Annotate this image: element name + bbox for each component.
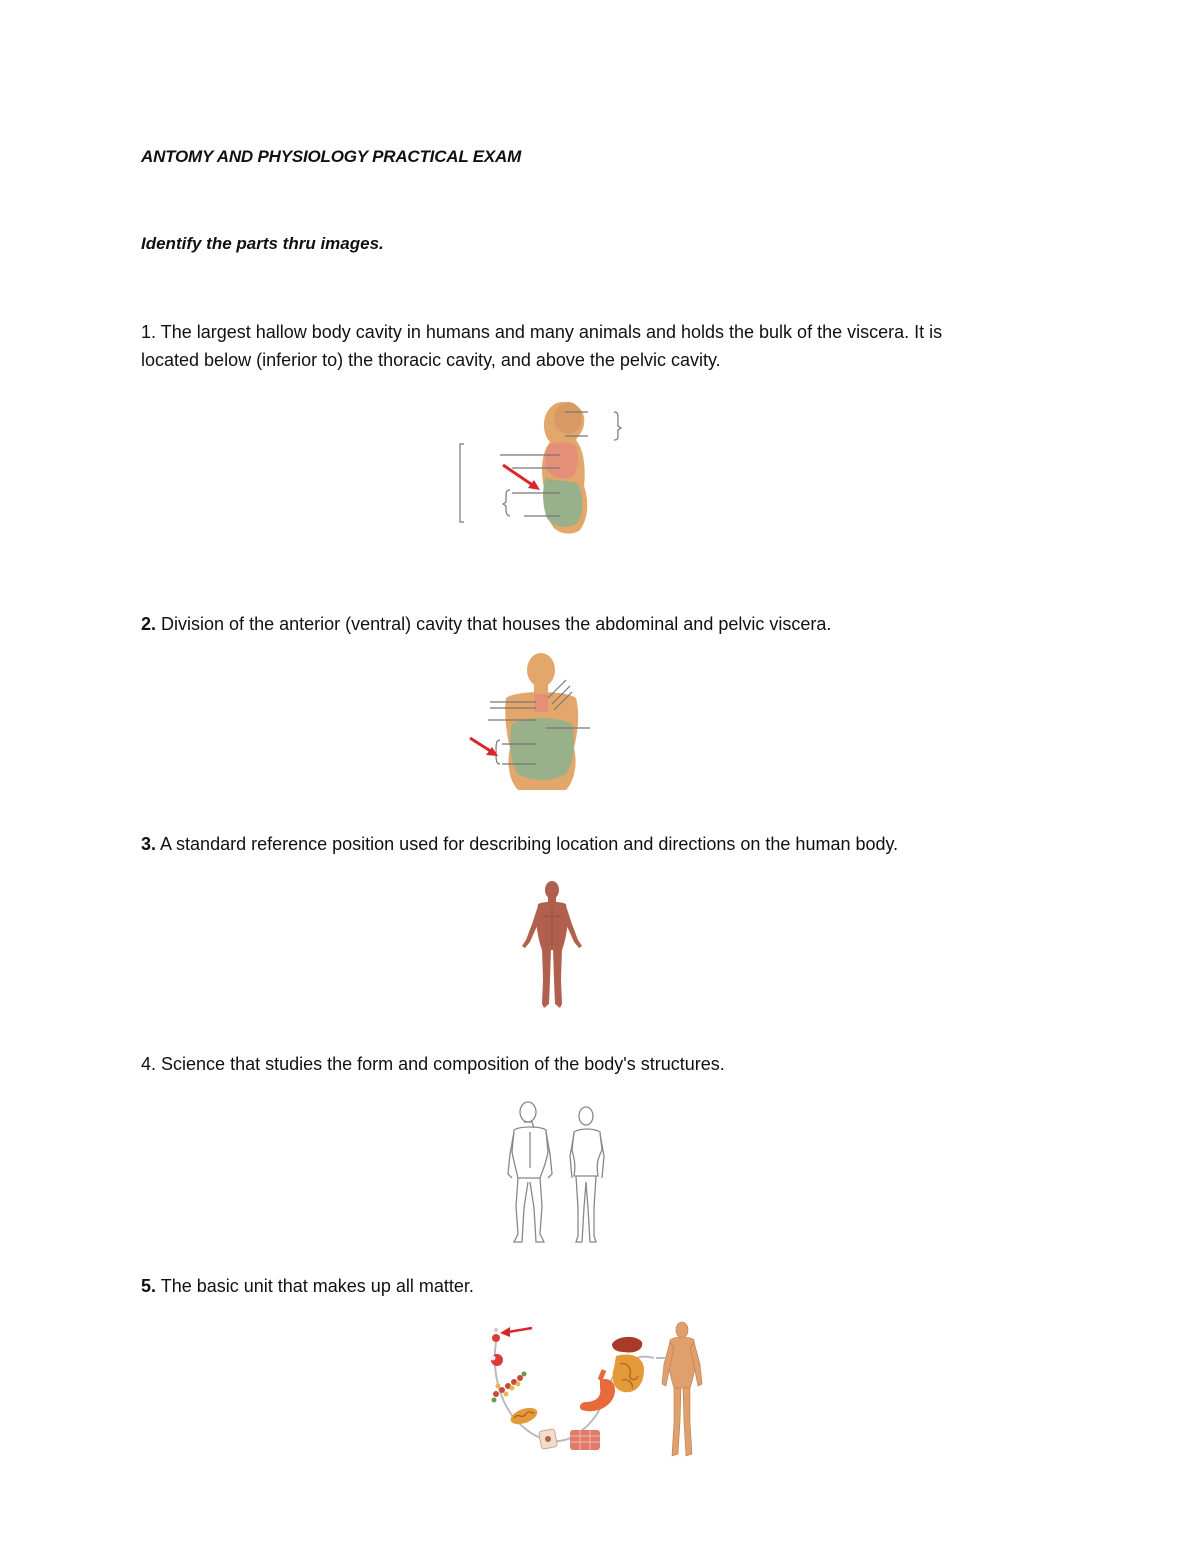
question-2: 2. Division of the anterior (ventral) cavity that houses the abdominal and pelvic viscera. (141, 614, 832, 634)
anatomical-position-figure-image (514, 880, 590, 1012)
body-cavities-side-view-image (450, 398, 630, 538)
document-title: ANTOMY AND PHYSIOLOGY PRACTICAL EXAM (141, 147, 522, 166)
question-1-line-1: 1. The largest hallow body cavity in humans and many animals and holds the bulk of the viscera. It is (141, 322, 943, 342)
levels-of-organization-image (484, 1318, 716, 1460)
question-number: 3. (141, 834, 157, 854)
question-4: 4. Science that studies the form and composition of the body's structures. (141, 1054, 725, 1074)
question-5: 5. The basic unit that makes up all matter. (141, 1276, 474, 1296)
human-sketch-figures-image (500, 1098, 620, 1246)
instructions: Identify the parts thru images. (141, 234, 384, 253)
question-number: 4. (141, 1054, 157, 1074)
question-number: 2. (141, 614, 157, 634)
ventral-cavity-front-view-image (466, 652, 596, 794)
question-number: 5. (141, 1276, 157, 1296)
question-number: 1. (141, 322, 157, 342)
question-3: 3. A standard reference position used for describing location and directions on the human body. (141, 834, 899, 854)
question-1-line-2: located below (inferior to) the thoracic cavity, and above the pelvic cavity. (141, 350, 721, 370)
